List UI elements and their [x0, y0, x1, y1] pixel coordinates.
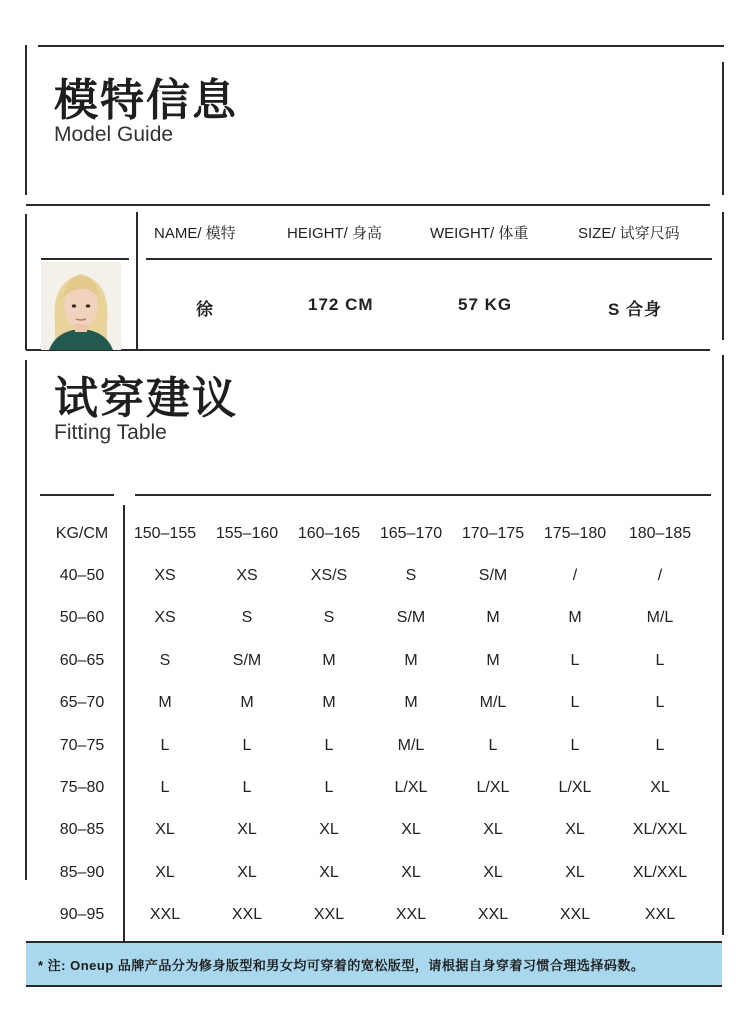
size-cell-r7-c1: XL — [237, 863, 257, 881]
size-cell-r0-c2: XS/S — [310, 567, 348, 584]
size-cell-r2-c4: M — [486, 651, 500, 669]
size-cell-r8-c2: XXL — [313, 906, 345, 924]
size-cell-r3-c2: M — [322, 694, 336, 712]
weight-label-0: 40–50 — [59, 567, 105, 584]
value-name: 徐 — [196, 300, 214, 319]
size-cell-r0-c1: XS — [236, 567, 258, 584]
value-height: 172 CM — [308, 295, 374, 314]
size-cell-r4-c1: L — [242, 736, 252, 754]
weight-label-7: 85–90 — [59, 863, 105, 881]
top-rule — [38, 45, 724, 47]
height-header-5: 175–180 — [543, 525, 607, 542]
model-guide-bottom-rule — [26, 204, 710, 206]
size-cell-r4-c6: L — [655, 736, 665, 754]
size-cell-r1-c3: S/M — [396, 609, 426, 627]
size-cell-r5-c1: L — [242, 779, 252, 796]
size-cell-r0-c6: / — [657, 567, 663, 584]
size-cell-r3-c5: L — [570, 694, 580, 712]
fitting-subtitle: Fitting Table — [54, 421, 167, 444]
fitting-note: * 注: Oneup 品牌产品分为修身版型和男女均可穿着的宽松版型，请根据自身穿着习惯合理选择码数。 — [26, 941, 722, 987]
weight-label-2: 60–65 — [59, 651, 105, 669]
size-cell-r6-c4: XL — [483, 821, 503, 839]
size-cell-r5-c5: L/XL — [558, 779, 592, 796]
size-cell-r0-c0: XS — [154, 567, 176, 584]
size-cell-r3-c1: M — [240, 694, 254, 712]
model-bottom-rule — [26, 349, 710, 351]
weight-label-1: 50–60 — [59, 609, 105, 627]
size-cell-r7-c3: XL — [401, 863, 421, 881]
header-height: HEIGHT/ 身高 — [287, 225, 383, 242]
weight-label-6: 80–85 — [59, 821, 105, 839]
size-cell-r5-c0: L — [160, 779, 170, 796]
size-cell-r1-c4: M — [486, 609, 500, 627]
size-cell-r6-c1: XL — [237, 821, 257, 839]
size-cell-r1-c2: S — [323, 609, 335, 627]
left-rule-top — [25, 45, 27, 195]
size-cell-r3-c0: M — [158, 694, 172, 712]
height-header-6: 180–185 — [628, 525, 692, 542]
model-avatar-image — [41, 262, 121, 350]
size-cell-r8-c3: XXL — [395, 906, 427, 924]
model-guide-title: 模特信息 — [54, 75, 238, 126]
fitting-header-rule-right — [135, 494, 711, 496]
weight-label-5: 75–80 — [59, 779, 105, 796]
size-cell-r5-c2: L — [324, 779, 334, 796]
size-cell-r6-c5: XL — [565, 821, 585, 839]
size-cell-r5-c3: L/XL — [394, 779, 428, 796]
size-cell-r8-c4: XXL — [477, 906, 509, 924]
model-avatar — [41, 262, 121, 350]
model-right-rule — [722, 212, 724, 340]
size-cell-r7-c5: XL — [565, 863, 585, 881]
size-cell-r4-c2: L — [324, 736, 334, 754]
size-cell-r7-c6: XL/XXL — [632, 863, 688, 881]
size-cell-r5-c4: L/XL — [476, 779, 510, 796]
fitting-header-rule-left — [40, 494, 114, 496]
size-cell-r2-c0: S — [159, 651, 171, 669]
size-cell-r8-c5: XXL — [559, 906, 591, 924]
size-cell-r8-c0: XXL — [149, 906, 181, 924]
size-cell-r3-c4: M/L — [479, 694, 507, 712]
size-cell-r1-c0: XS — [154, 609, 176, 627]
size-cell-r0-c3: S — [405, 567, 417, 584]
size-cell-r0-c4: S/M — [478, 567, 508, 584]
height-header-1: 155–160 — [215, 525, 279, 542]
size-cell-r6-c6: XL/XXL — [632, 821, 688, 839]
weight-label-8: 90–95 — [59, 906, 105, 924]
model-left-rule — [25, 214, 27, 350]
model-guide-subtitle: Model Guide — [54, 123, 174, 146]
weight-label-4: 70–75 — [59, 736, 105, 754]
size-cell-r1-c1: S — [241, 609, 253, 627]
value-weight: 57 KG — [458, 295, 513, 314]
size-cell-r6-c2: XL — [319, 821, 339, 839]
size-cell-r4-c3: M/L — [397, 736, 425, 754]
size-cell-r4-c4: L — [488, 736, 498, 754]
size-cell-r3-c3: M — [404, 694, 418, 712]
size-cell-r7-c2: XL — [319, 863, 339, 881]
size-cell-r7-c4: XL — [483, 863, 503, 881]
size-cell-r6-c3: XL — [401, 821, 421, 839]
size-cell-r4-c0: L — [160, 736, 170, 754]
header-weight: WEIGHT/ 体重 — [430, 225, 529, 242]
size-cell-r4-c5: L — [570, 736, 580, 754]
model-header-rule — [146, 258, 712, 260]
size-cell-r8-c6: XXL — [644, 906, 676, 924]
fitting-right-rule — [722, 355, 724, 935]
fitting-corner-label: KG/CM — [55, 525, 109, 542]
fitting-left-rule — [25, 360, 27, 880]
height-header-3: 165–170 — [379, 525, 443, 542]
size-cell-r2-c1: S/M — [232, 651, 262, 669]
size-cell-r6-c0: XL — [155, 821, 175, 839]
avatar-top-rule — [41, 258, 129, 260]
height-header-2: 160–165 — [297, 525, 361, 542]
height-header-0: 150–155 — [133, 525, 197, 542]
size-cell-r2-c2: M — [322, 651, 336, 669]
header-size: SIZE/ 试穿尺码 — [578, 225, 680, 242]
size-cell-r1-c6: M/L — [646, 609, 674, 627]
size-cell-r0-c5: / — [572, 567, 578, 584]
size-cell-r3-c6: L — [655, 694, 665, 712]
size-cell-r7-c0: XL — [155, 863, 175, 881]
height-header-4: 170–175 — [461, 525, 525, 542]
fitting-title: 试穿建议 — [54, 373, 238, 424]
size-cell-r2-c5: L — [570, 651, 580, 669]
right-rule-top — [722, 62, 724, 195]
model-divider-rule — [136, 212, 138, 350]
size-cell-r5-c6: XL — [650, 779, 670, 796]
header-name: NAME/ 模特 — [154, 225, 236, 242]
size-cell-r2-c6: L — [655, 651, 665, 669]
value-size: S 合身 — [608, 300, 663, 319]
size-cell-r8-c1: XXL — [231, 906, 263, 924]
size-cell-r1-c5: M — [568, 609, 582, 627]
size-cell-r2-c3: M — [404, 651, 418, 669]
weight-label-3: 65–70 — [59, 694, 105, 712]
